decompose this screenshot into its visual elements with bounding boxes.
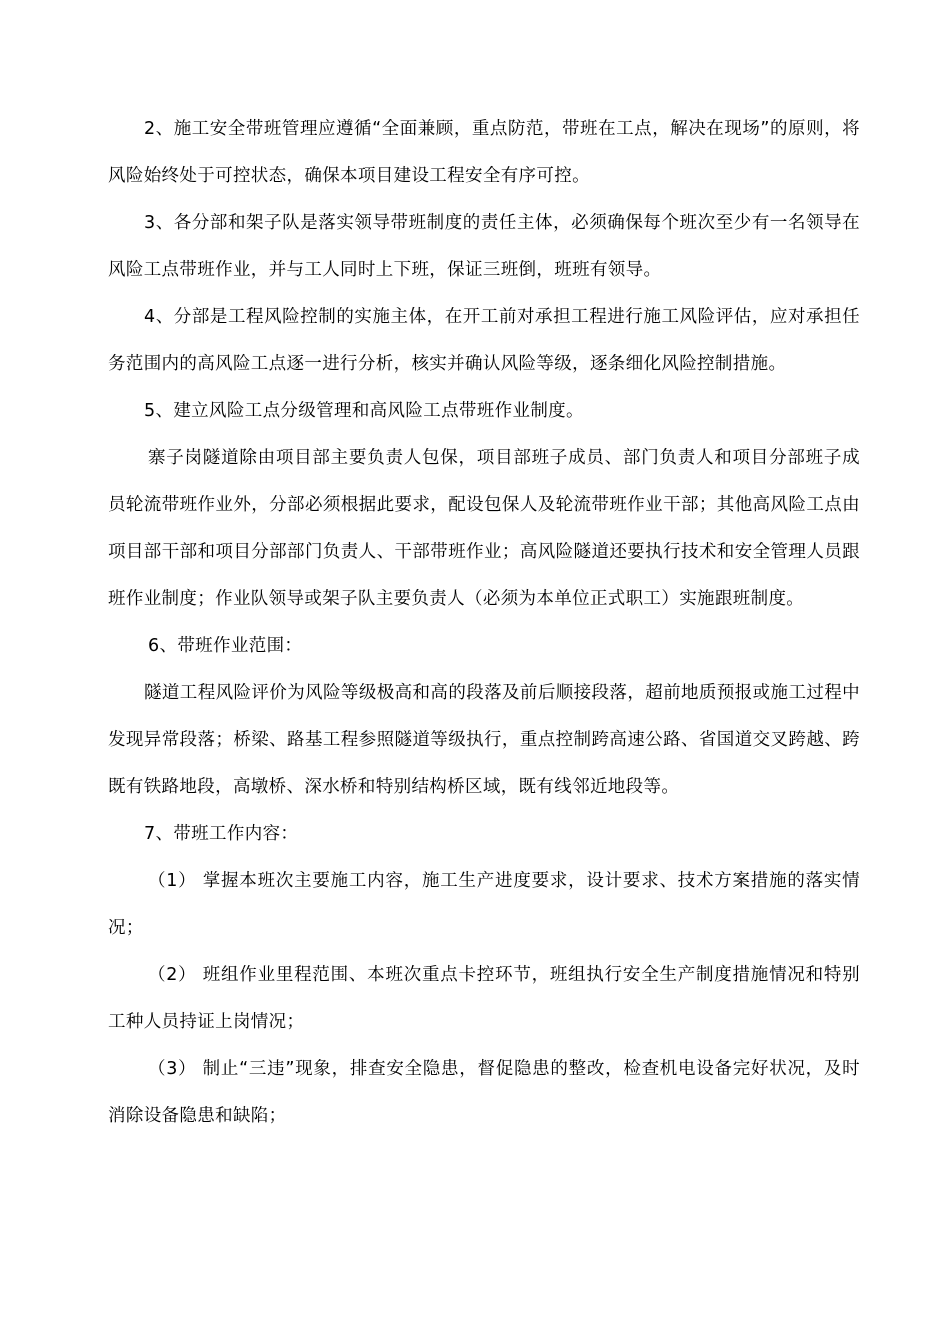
document-page <box>108 106 860 1140</box>
paragraph-subitem-3: （3） 制止“三违”现象，排查安全隐患，督促隐患的整改，检查机电设备完好状况，及时消除设备隐患和缺陷； <box>108 1059 860 1126</box>
paragraph-subitem-1: （1） 掌握本班次主要施工内容，施工生产进度要求，设计要求、技术方案措施的落实情况； <box>108 871 860 938</box>
paragraph-item-3: 3、各分部和架子队是落实领导带班制度的责任主体，必须确保每个班次至少有一名领导在风险工点带班作业，并与工人同时上下班，保证三班倒，班班有领导。 <box>108 213 860 280</box>
paragraph-item-4: 4、分部是工程风险控制的实施主体，在开工前对承担工程进行施工风险评估，应对承担任务范围内的高风险工点逐一进行分析，核实并确认风险等级，逐条细化风险控制措施。 <box>108 307 860 374</box>
paragraph-item-2: 2、施工安全带班管理应遵循“全面兼顾，重点防范，带班在工点，解决在现场”的原则，将风险始终处于可控状态，确保本项目建设工程安全有序可控。 <box>108 119 860 186</box>
paragraph-body-zhaizigang: 寨子岗隧道除由项目部主要负责人包保，项目部班子成员、部门负责人和项目分部班子成员轮流带班作业外，分部必须根据此要求，配设包保人及轮流带班作业干部；其他高风险工点由项目部干部和项目分部部门负责人、干部带班作业；高风险隧道还要执行技术和安全管理人员跟班作业制度；作业队领导或架子队主要负责人（必须为本单位正式职工）实施跟班制度。 <box>108 448 860 609</box>
paragraph-item-6: 6、带班作业范围： <box>148 636 303 656</box>
paragraph-item-5: 5、建立风险工点分级管理和高风险工点带班作业制度。 <box>144 401 584 421</box>
paragraph-item-7: 7、带班工作内容： <box>144 824 299 844</box>
paragraph-subitem-2: （2） 班组作业里程范围、本班次重点卡控环节，班组执行安全生产制度措施情况和特别工种人员持证上岗情况； <box>108 965 860 1032</box>
paragraph-body-scope: 隧道工程风险评价为风险等级极高和高的段落及前后顺接段落，超前地质预报或施工过程中发现异常段落；桥梁、路基工程参照隧道等级执行，重点控制跨高速公路、省国道交叉跨越、跨既有铁路地段，高墩桥、深水桥和特别结构桥区域，既有线邻近地段等。 <box>108 683 860 797</box>
